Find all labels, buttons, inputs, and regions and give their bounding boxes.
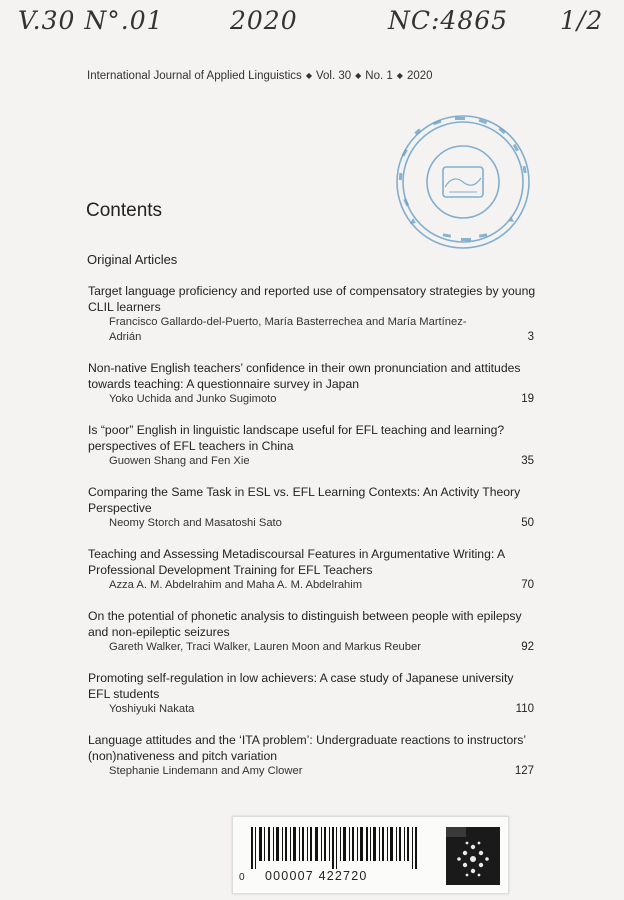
article-list — [88, 283, 536, 794]
article-page: 70 — [521, 579, 534, 591]
article-page: 110 — [515, 703, 534, 715]
article-page: 50 — [521, 517, 534, 529]
article-title: Promoting self-regulation in low achievers: A case study of Japanese university EFL students — [88, 671, 514, 701]
page-title: Contents — [86, 200, 163, 221]
article-title: Comparing the Same Task in ESL vs. EFL Learning Contexts: An Activity Theory Perspective — [88, 485, 521, 515]
handwritten-year: 2020 — [230, 6, 298, 35]
article-authors: Neomy Storch and Masatoshi Sato — [109, 517, 282, 529]
separator-diamond-icon: ◆ — [355, 71, 362, 80]
article-authors: Guowen Shang and Fen Xie — [109, 455, 250, 467]
journal-year: 2020 — [406, 70, 433, 82]
article-entry — [88, 670, 536, 717]
article-entry — [88, 283, 536, 345]
library-stamp-icon — [393, 112, 533, 252]
article-entry — [88, 484, 536, 531]
article-title: Teaching and Assessing Metadiscoursal Features in Argumentative Writing: A Professional Development Training for EFL Teachers — [88, 547, 505, 577]
article-page: 19 — [521, 393, 534, 405]
article-authors: Stephanie Lindemann and Amy Clower — [109, 765, 303, 777]
article-page: 3 — [527, 331, 534, 343]
library-stamp — [393, 112, 533, 252]
article-entry — [88, 360, 536, 407]
article-authors: Yoko Uchida and Junko Sugimoto — [109, 393, 277, 405]
journal-volume: Vol. 30 — [315, 70, 352, 82]
journal-header — [87, 70, 433, 82]
article-title: Target language proficiency and reported use of compensatory strategies by young CLIL learners — [88, 284, 536, 314]
handwritten-volume: V.30 N°.01 — [18, 6, 164, 35]
article-page: 92 — [521, 641, 534, 653]
article-authors: Azza A. M. Abdelrahim and Maha A. M. Abdelrahim — [109, 579, 363, 591]
article-title: On the potential of phonetic analysis to distinguish between people with epilepsy and non-epileptic seizures — [88, 609, 522, 639]
barcode-lead-digit: 0 — [239, 872, 245, 883]
barcode-digits: 000007 422720 — [265, 869, 368, 883]
article-entry — [88, 732, 536, 779]
barcode-sticker — [232, 816, 509, 894]
publisher-logo-icon — [446, 827, 500, 885]
barcode-icon — [241, 827, 441, 869]
article-entry — [88, 422, 536, 469]
article-title: Language attitudes and the ‘ITA problem’: Undergraduate reactions to instructors’ (non)nativeness and pitch variation — [88, 733, 526, 763]
article-authors: Yoshiyuki Nakata — [109, 703, 195, 715]
article-entry — [88, 608, 536, 655]
journal-issue: No. 1 — [365, 70, 393, 82]
article-entry — [88, 546, 536, 593]
separator-diamond-icon: ◆ — [305, 71, 312, 80]
handwritten-part: 1/2 — [560, 6, 604, 35]
separator-diamond-icon: ◆ — [396, 71, 403, 80]
article-page: 127 — [514, 765, 534, 777]
section-title: Original Articles — [87, 252, 178, 267]
article-title: Non-native English teachers’ confidence in their own pronunciation and attitudes towards teaching: A questionnaire survey in Japan — [88, 361, 521, 391]
article-authors: Francisco Gallardo-del-Puerto, María Basterrechea and María Martínez-Adrián — [109, 316, 467, 343]
handwritten-call-number: NC:4865 — [388, 6, 509, 35]
article-page: 35 — [521, 455, 534, 467]
article-title: Is “poor” English in linguistic landscape useful for EFL teaching and learning? perspectives of EFL teachers in China — [88, 423, 505, 453]
article-authors: Gareth Walker, Traci Walker, Lauren Moon and Markus Reuber — [109, 641, 421, 653]
journal-name: International Journal of Applied Linguistics — [87, 70, 302, 82]
